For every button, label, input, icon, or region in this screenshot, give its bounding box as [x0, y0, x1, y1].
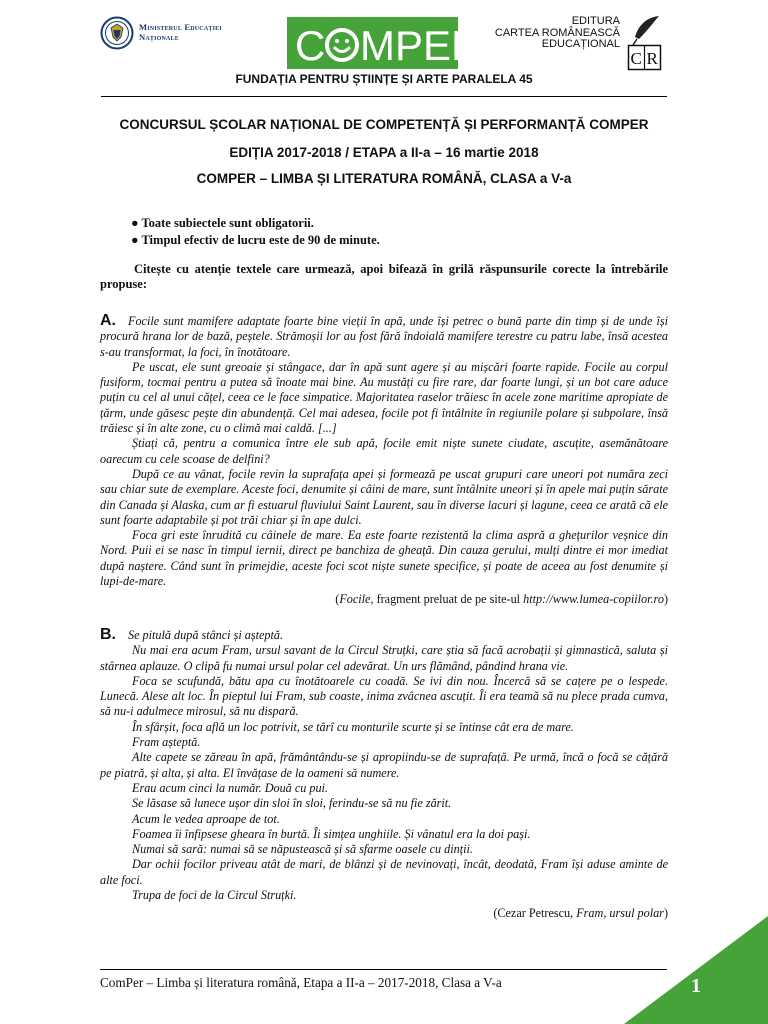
source-citation-a: (Focile, fragment preluat de pe site-ul http://www.lumea-copiilor.ro) — [335, 592, 668, 606]
paragraph: Acum le vedea aproape de tot. — [132, 811, 280, 826]
paragraph: Foamea îi înfipsese gheara în burtă. Îi simțea unghiile. Și vânatul era la doi pași. — [132, 826, 531, 841]
paragraph: Se lăsase să lunece ușor din sloi în sloi, ferindu-se să nu fie zărit. — [132, 796, 452, 811]
foundation-name: FUNDAȚIA PENTRU ȘTIINȚE ȘI ARTE PARALELA 45 — [235, 72, 533, 86]
section-letter: B. — [100, 626, 116, 643]
source-url: http://www.lumea-copiilor.ro — [523, 592, 664, 606]
header-divider — [101, 96, 667, 97]
quill-icon — [633, 16, 659, 45]
page-corner-triangle — [624, 916, 768, 1024]
source-title: Focile — [339, 592, 371, 606]
publisher-line3: EDUCAȚIONAL — [541, 38, 620, 50]
footer-text: ComPer – Limba și literatura română, Etapa a II-a – 2017-2018, Clasa a V-a — [100, 975, 502, 990]
paragraph: Numai să sară: numai să se năpustească și să sfarme oasele cu dinții. — [132, 842, 473, 857]
paragraph: Dar ochii focilor priveau atât de mari, de blânzi și de nevinovați, încât, deodată, Fram își aduse aminte de alte foci. — [100, 857, 668, 887]
publisher-line2: CARTEA ROMÂNEASCĂ — [494, 26, 620, 39]
paragraph: După ce au vânat, focile revin la suprafața apei și formează pe uscat grupuri care uneori pot număra zeci sau chiar sute de exemplare. Aceste foci, denumite și câini de mare, sunt întâlnite uneori și în apele mai puțin sărate din Canada și Alaska, cum ar fi estuarul fluviului Saint Laurent, sau în diverse lacuri și lagune, ceea ce arată că ele sunt foarte adaptabile și pot trăi chiar și în ape dulci. — [100, 466, 668, 527]
cr-letters: C — [630, 49, 642, 68]
paragraph: Pe uscat, ele sunt greoaie și stângace, dar în apă sunt agere și au mișcări foarte rapide. Focile au corpul fusiform, tocmai pentru a putea să înoate mai bine. Au mustăți cu fire rare, dar foarte lungi, și un bot care aduce puțin cu cel al unui cățel, ceea ce le face simpatice. Majoritatea raselor trăiesc în acele zone maritime apropiate de țărm, unde găsesc pește din abundență. Cel mai adesea, focile pot fi întâlnite în regiunile polare și subpolare, însă trăiesc și în alte zone, cu o climă mai caldă. [...] — [100, 359, 668, 436]
paragraph: Foca se scufundă, bătu apa cu înotătoarele cu coadă. Se ivi din nou. Încercă să se cațere pe o lespede. Lunecă. Alese alt loc. În pieptul lui Fram, sub coaste, inima zvâcnea ascuțit. Îi era teamă să nu plece prada cumva, să nu-i adulmece mirosul, să nu dispară. — [100, 673, 668, 719]
paragraph: B. Se pitulă după stânci și așteptă. — [100, 626, 284, 643]
footer-divider — [100, 969, 667, 970]
publisher-name — [486, 16, 620, 51]
publisher-logo — [627, 15, 662, 71]
contest-title: CONCURSUL ȘCOLAR NAȚIONAL DE COMPETENȚĂ ȘI PERFORMANȚĂ COMPER — [119, 117, 649, 132]
paragraph: Fram așteptă. — [132, 735, 201, 750]
comper-logo — [287, 17, 482, 69]
page-number: 1 — [691, 975, 701, 997]
paragraph: Foca gri este înrudită cu câinele de mare. Ea este foarte rezistentă la clima aspră a ghețurilor veșnice din Nord. Puii ei se nasc în timpul iernii, direct pe banchiza de gheață. Din cauza gerului, mulți dintre ei mor imediat după naștere. Când sunt în primejdie, aceste foci scot niște sunete specifice, și poate de aceea au fost denumite și lupi-de-mare. — [100, 528, 668, 589]
paragraph: Erau acum cinci la număr. Două cu pui. — [132, 780, 328, 795]
paragraph: Nu mai era acum Fram, ursul savant de la Circul Struțki, care știa să facă acrobații și gimnastică, saluta și stârnea aplauze. O clipă fu numai ursul polar cel adevărat. Un urs flămând, pândind hrana vie. — [100, 643, 668, 673]
publisher-line1: EDITURA — [571, 15, 620, 27]
ministry-logo — [100, 14, 240, 54]
paragraph: În sfârșit, foca află un loc potrivit, se târî cu monturile scurte și se întinse cât era de mare. — [132, 719, 574, 734]
source-title: Fram, ursul polar — [576, 906, 664, 920]
svg-text:R: R — [646, 49, 658, 68]
text-section-a — [100, 313, 668, 589]
instructions: Citește cu atenție textele care urmează, apoi bifează în grilă răspunsurile corecte la întrebările propuse: — [100, 262, 668, 291]
section-letter: A. — [100, 312, 116, 329]
subject-line: COMPER – LIMBA ȘI LITERATURA ROMÂNĂ, CLASA a V-a — [196, 171, 572, 186]
comper-logo-text-c: C — [295, 22, 327, 69]
paragraph: A. Focile sunt mamifere adaptate foarte bine vieții în apă, unde își petrec o bună parte din timp și de unde își procură hrana lor de bază, peștele. Strămoșii lor au fost fără îndoială mamifere terestre cu patru labe, însă acestea s-au transformat, la foci, în înotătoare. — [100, 312, 668, 359]
paragraph: Trupa de foci de la Circul Struțki. — [132, 888, 297, 903]
smiley-icon — [327, 30, 357, 60]
source-citation-b: (Cezar Petrescu, Fram, ursul polar) — [493, 906, 668, 920]
comper-logo-text-mper: MPER — [360, 22, 482, 69]
ministry-emblem-icon — [100, 16, 134, 50]
ministry-name-line2: Naționale — [139, 32, 179, 42]
ministry-name-line1: Ministerul Educației — [139, 22, 222, 32]
rule-item: ● Toate subiectele sunt obligatorii. — [131, 216, 314, 230]
paragraph: Știați că, pentru a comunica între ele sub apă, focile emit niște sunete ciudate, ascuțite, asemănătoare oarecum cu cele scoase de delfini? — [100, 436, 668, 466]
edition-line: EDIȚIA 2017-2018 / ETAPA a II-a – 16 martie 2018 — [229, 145, 539, 160]
text-section-b — [100, 627, 668, 903]
rule-item: ● Timpul efectiv de lucru este de 90 de minute. — [131, 233, 380, 247]
paragraph: Alte capete se zăreau în apă, frământându-se și apropiindu-se de suprafață. Pe urmă, încă o focă se cățără pe piatră, și alta, și alta. El învățase de la oameni să numere. — [100, 750, 668, 780]
